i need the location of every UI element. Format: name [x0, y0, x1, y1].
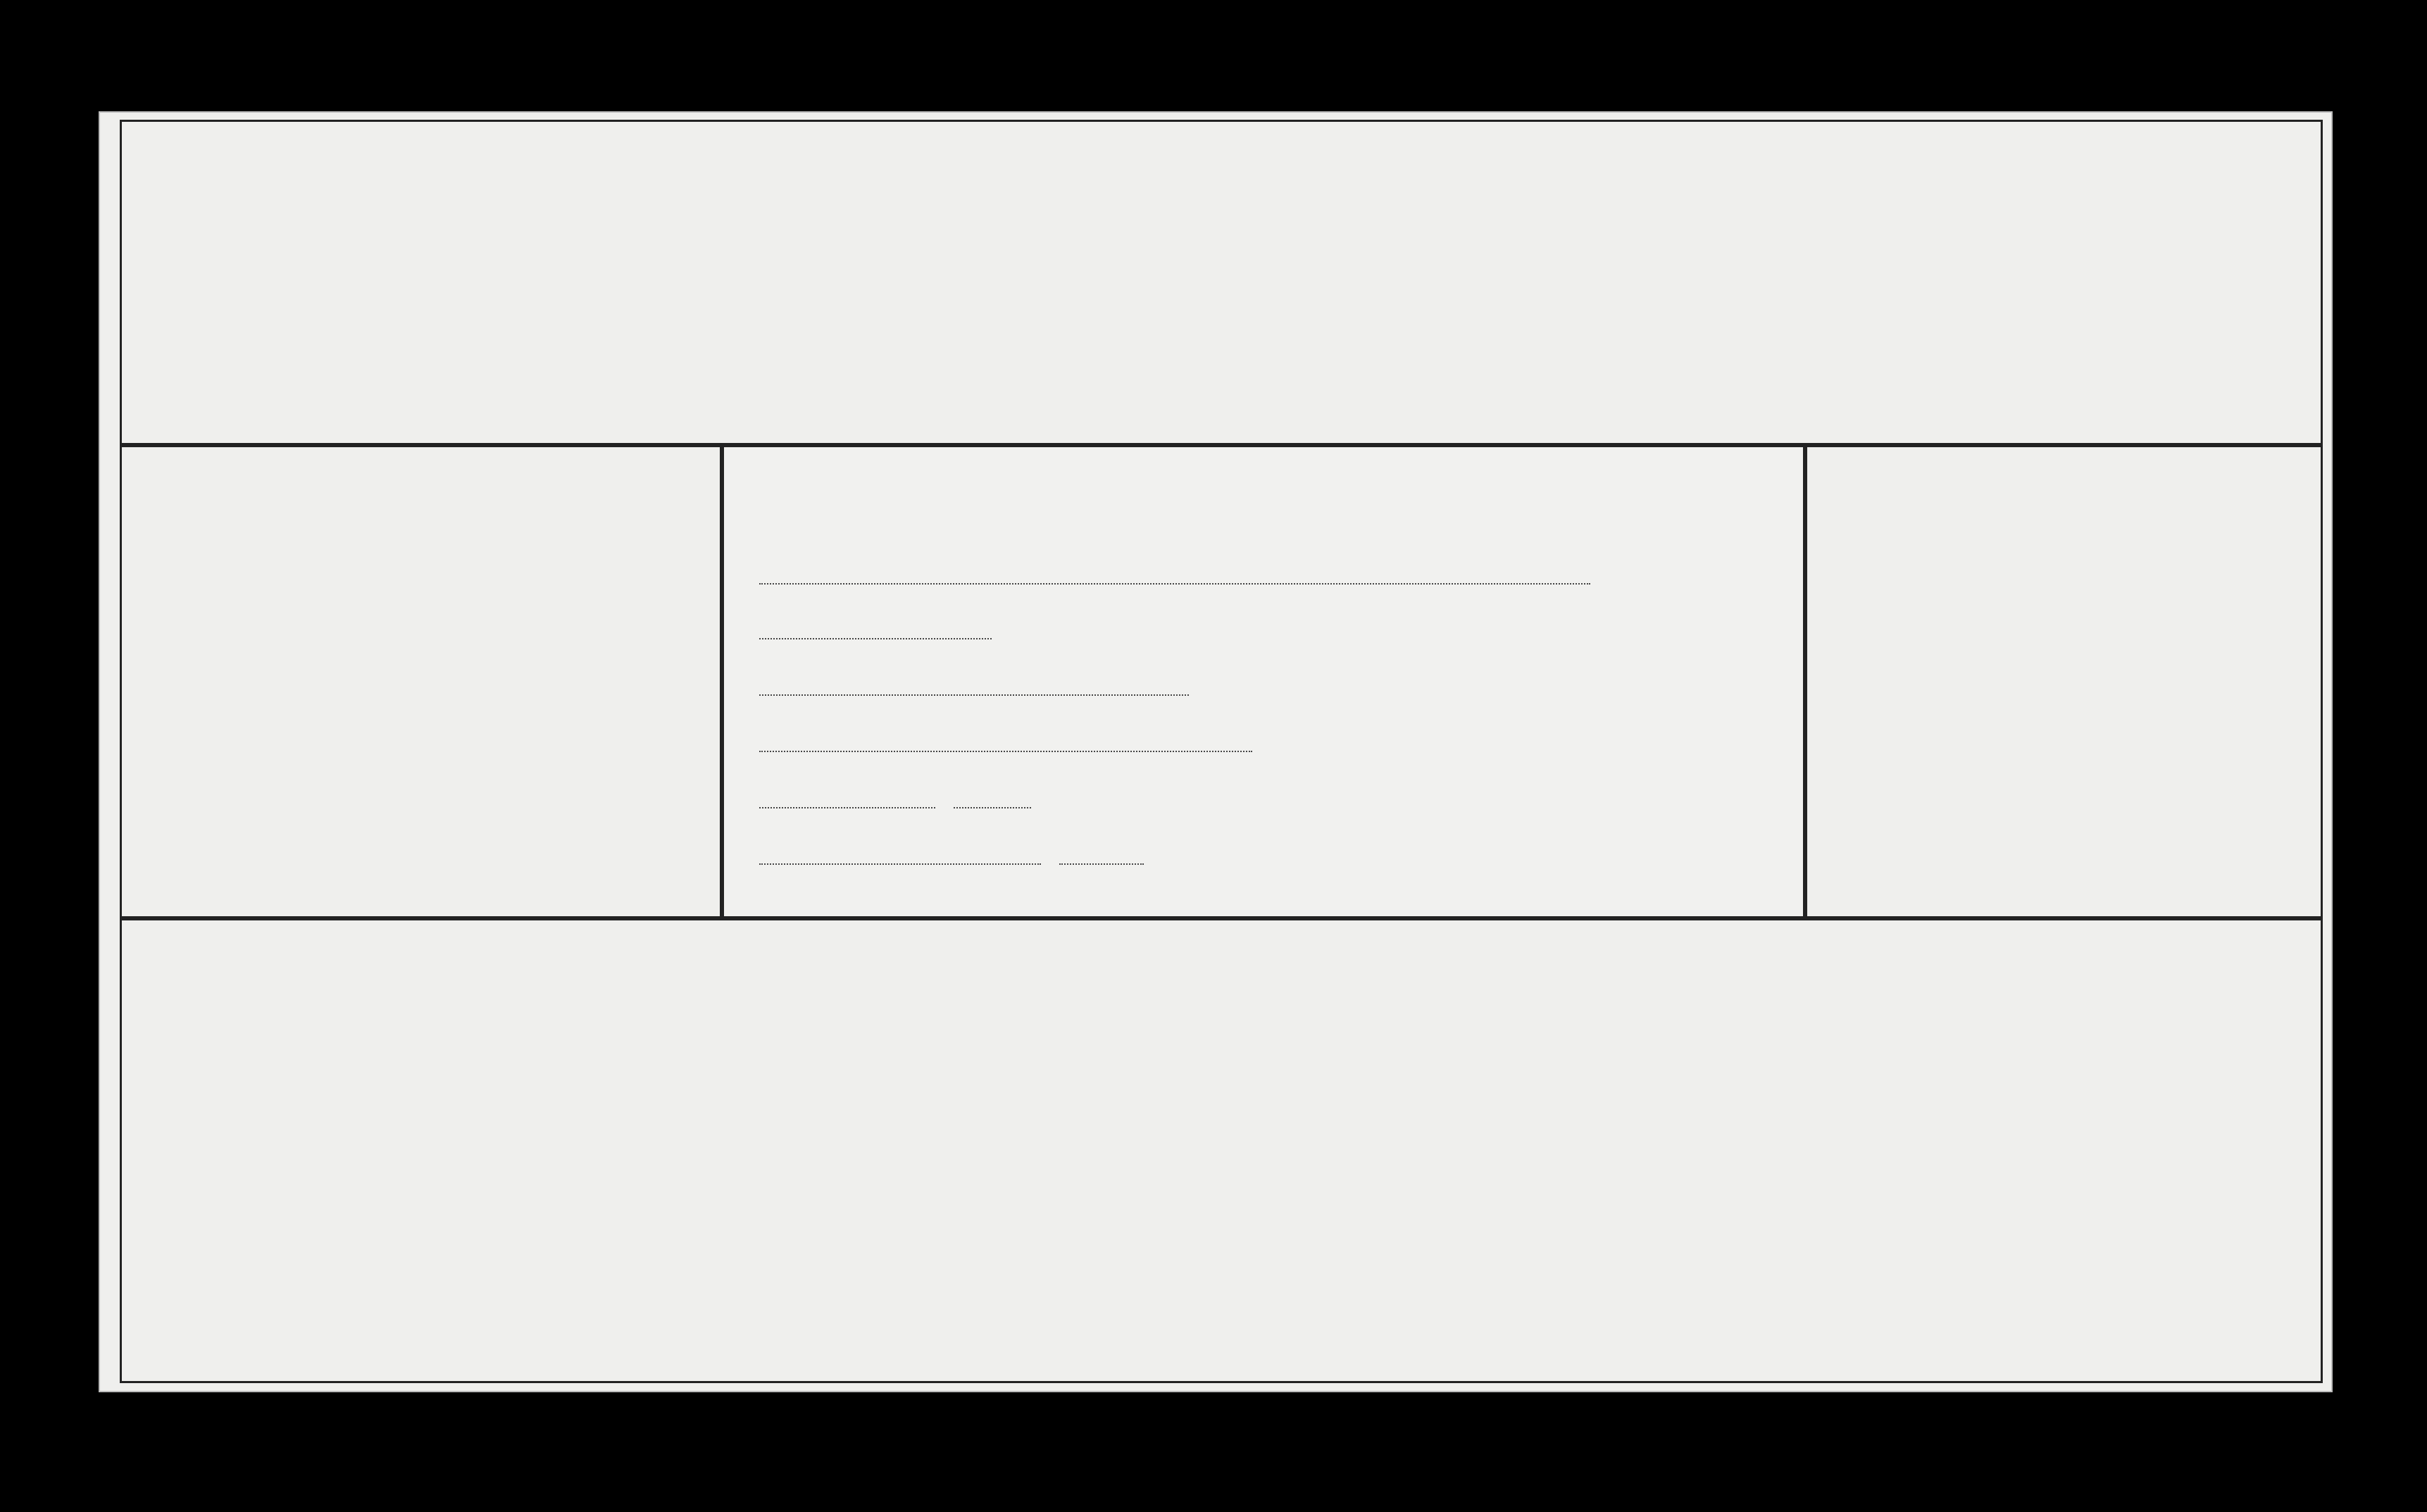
- lease-table: [120, 918, 2323, 1383]
- question-market: [755, 846, 1144, 870]
- question-land-type: [755, 677, 1189, 701]
- handwritten-term: [1490, 1095, 1546, 1151]
- question-other-land: [755, 620, 992, 645]
- question-near-village: [755, 789, 1031, 814]
- crop-sowing-table: [120, 120, 2323, 445]
- question-owner-line2: [755, 566, 1590, 590]
- handwritten-komu: [1310, 1099, 1409, 1148]
- middle-left-section: [120, 445, 722, 918]
- handwritten-qty: [1423, 1095, 1500, 1151]
- population-section: [1805, 445, 2323, 918]
- handwritten-pay: [1614, 1099, 1692, 1148]
- private-household-box: [722, 445, 1805, 918]
- question-farming-there: [755, 733, 1252, 758]
- handwritten-crop: [1549, 1090, 1620, 1158]
